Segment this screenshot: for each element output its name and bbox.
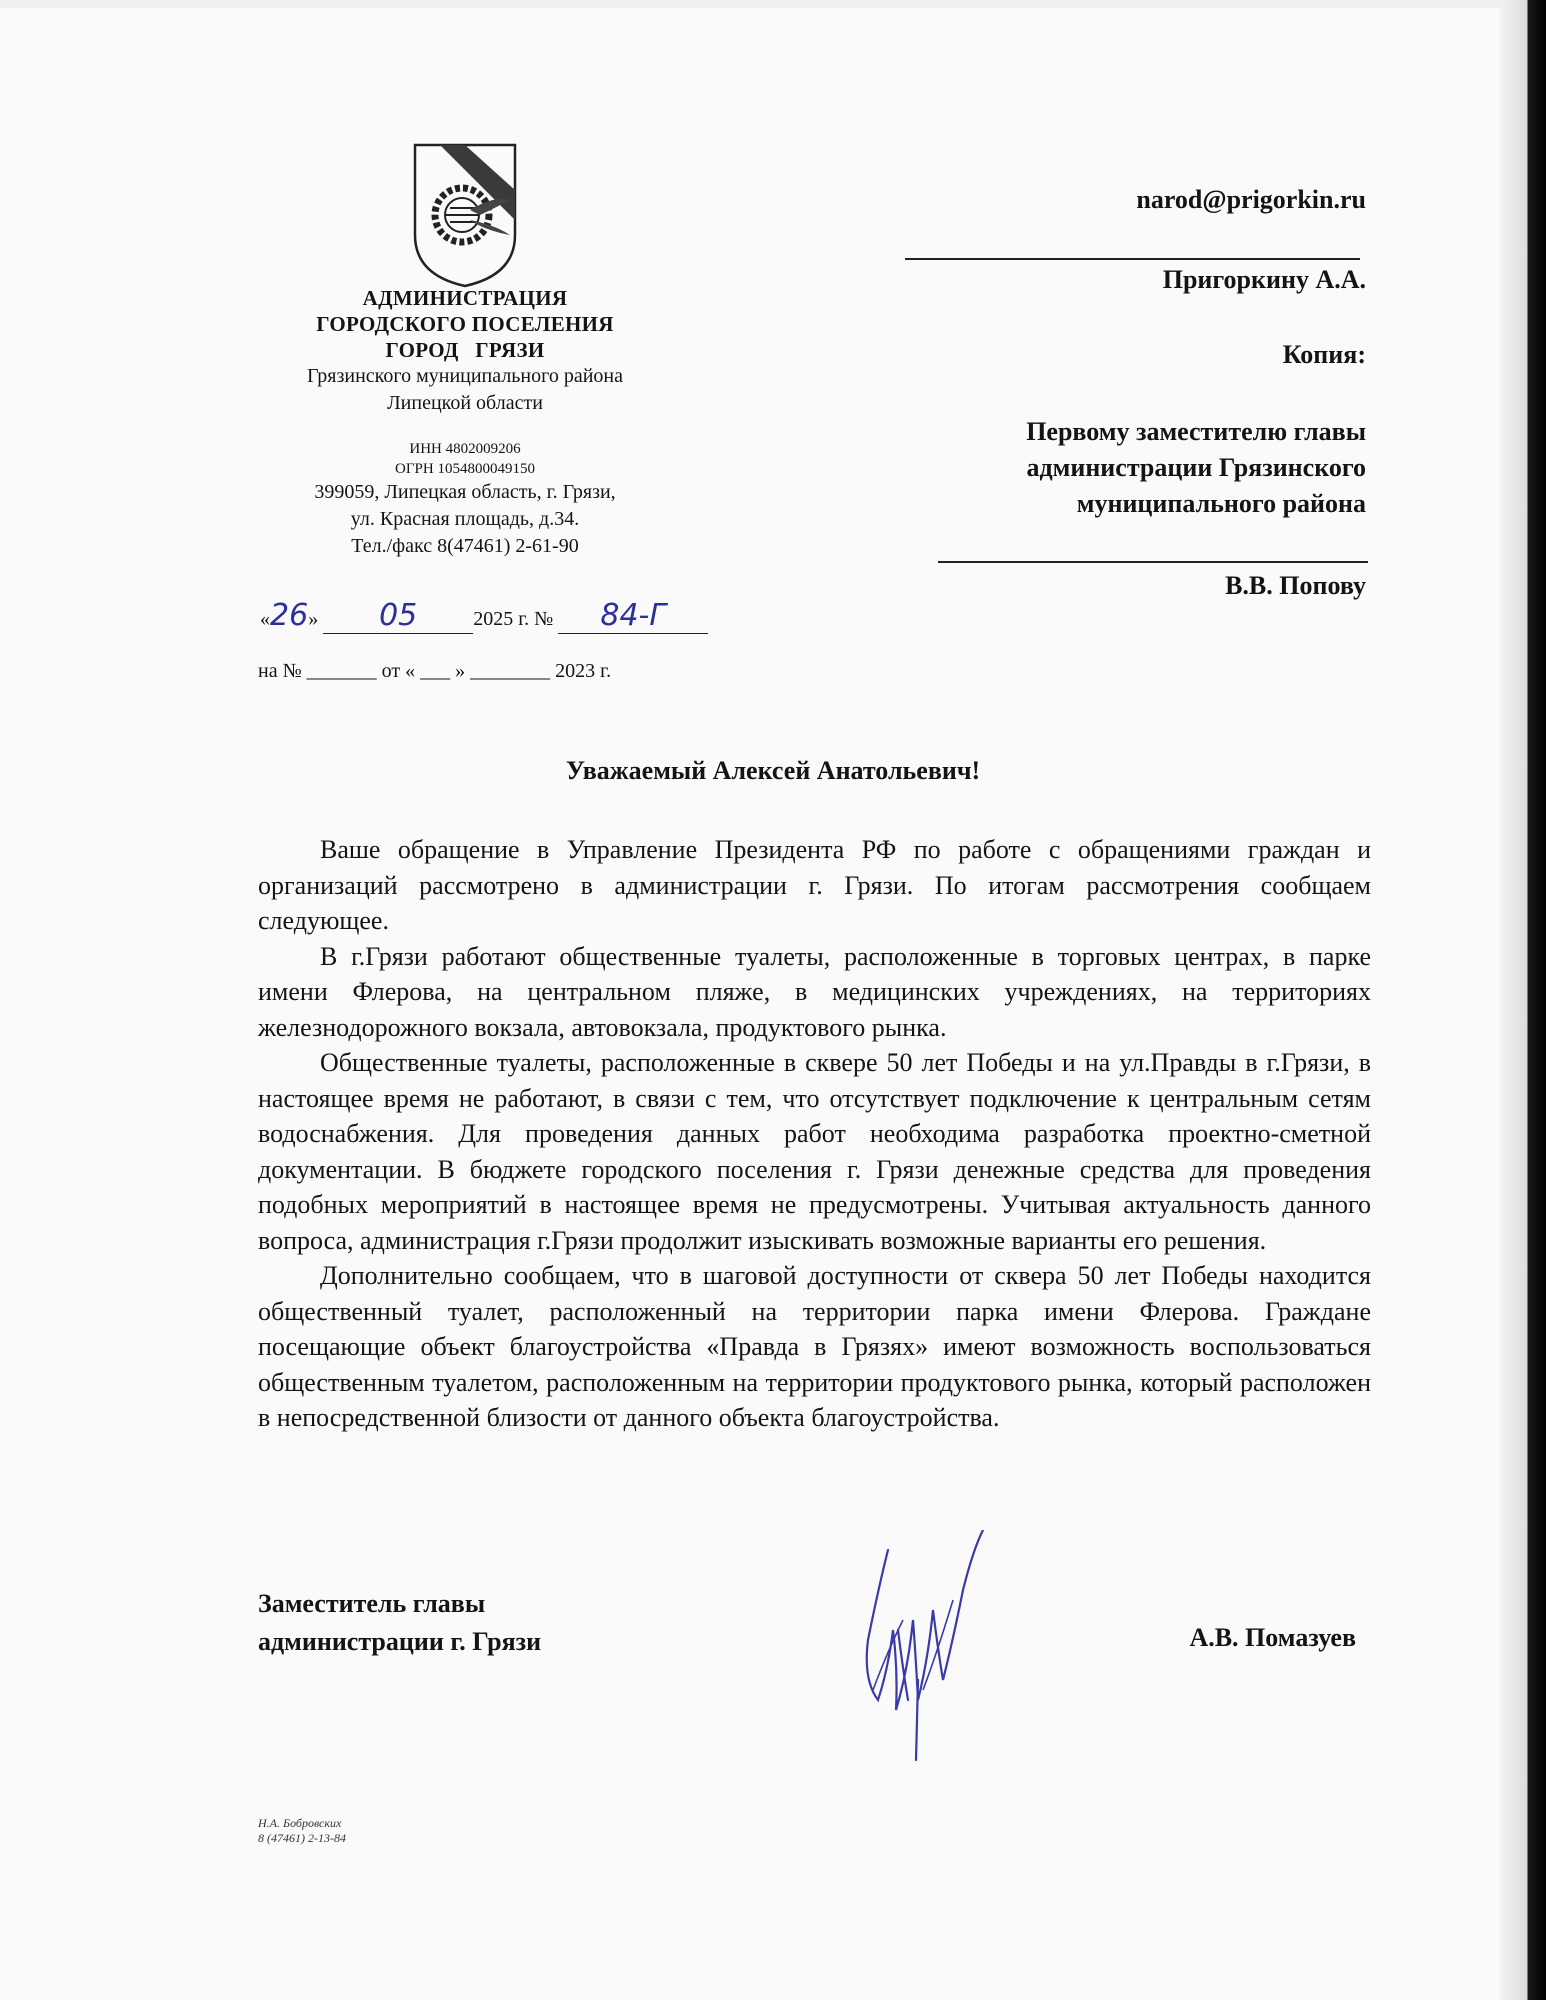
signer-name: А.В. Помазуев bbox=[1189, 1623, 1356, 1652]
signature-icon bbox=[858, 1530, 998, 1770]
addressee-recipient: Пригоркину А.А. bbox=[1162, 265, 1366, 294]
copy-divider bbox=[938, 561, 1368, 563]
copy-lines bbox=[1026, 414, 1366, 522]
letter-body bbox=[258, 832, 1371, 1436]
executor-phone: 8 (47461) 2-13-84 bbox=[258, 1831, 346, 1845]
coat-of-arms-icon bbox=[410, 140, 520, 290]
reg-year-suffix: г. bbox=[518, 608, 530, 630]
copy-name: В.В. Попову bbox=[1225, 571, 1366, 600]
org-address-line-1: 399059, Липецкая область, г. Грязи, bbox=[314, 481, 616, 503]
salutation: Уважаемый Алексей Анатольевич! bbox=[565, 756, 981, 785]
org-district: Грязинского муниципального района bbox=[307, 365, 623, 387]
copy-label: Копия: bbox=[1282, 340, 1366, 369]
signer-title-line-1: Заместитель главы bbox=[258, 1589, 486, 1618]
scan-top-edge bbox=[0, 0, 1500, 8]
reg-quote-close: » bbox=[308, 608, 319, 630]
org-address-line-2: ул. Красная площадь, д.34. bbox=[350, 508, 580, 530]
copy-line-1: Первому заместителю главы bbox=[1026, 417, 1366, 446]
addressee-email: narod@prigorkin.ru bbox=[1136, 185, 1366, 214]
executor-block bbox=[258, 1816, 346, 1846]
org-name-line-3: ГОРОД ГРЯЗИ bbox=[385, 338, 545, 362]
reference-line: на № _______ от « ___ » ________ 2023 г. bbox=[258, 660, 612, 682]
org-inn: ИНН 4802009206 bbox=[409, 441, 521, 457]
org-region: Липецкой области bbox=[387, 392, 543, 414]
executor-name: Н.А. Бобровских bbox=[258, 1816, 342, 1830]
paragraph: Дополнительно сообщаем, что в шаговой доступности от сквера 50 лет Победы находится общественный туалет, расположенный на территории парка имени Флерова. Граждане посещающие объект благоустройства «Правда в Грязях» имеют возможность воспользоваться общественным туалетом, расположенным на территории продуктового рынка, который расположен в непосредственной близости от данного объекта благоустройства. bbox=[258, 1261, 1371, 1432]
signer-title bbox=[258, 1585, 541, 1661]
addressee-divider bbox=[905, 258, 1360, 260]
sender-block bbox=[240, 285, 690, 560]
org-name-line-1: АДМИНИСТРАЦИЯ bbox=[362, 286, 568, 310]
signer-title-line-2: администрации г. Грязи bbox=[258, 1627, 542, 1656]
copy-line-3: муниципального района bbox=[1076, 489, 1366, 518]
reg-day: 26 bbox=[270, 598, 309, 633]
org-name-line-2: ГОРОДСКОГО ПОСЕЛЕНИЯ bbox=[316, 312, 614, 336]
copy-line-2: администрации Грязинского bbox=[1026, 453, 1366, 482]
paragraph: Общественные туалеты, расположенные в сквере 50 лет Победы и на ул.Правды в г.Грязи, в настоящее время не работают, в связи с тем, что отсутствует подключение к центральным сетям водоснабжения. Для проведения данных работ необходима разработка проектно-сметной документации. В бюджете городского поселения г. Грязи денежные средства для проведения подобных мероприятий в настоящее время не предусмотрены. Учитывая актуальность данного вопроса, администрация г.Грязи продолжит изыскивать возможные варианты его решения. bbox=[258, 1048, 1371, 1255]
reg-month: 05 bbox=[379, 598, 418, 633]
org-phone: Тел./факс 8(47461) 2-61-90 bbox=[351, 535, 579, 557]
reg-number: 84-Г bbox=[600, 598, 667, 633]
org-ogrn: ОГРН 1054800049150 bbox=[395, 461, 535, 477]
reg-quote-open: « bbox=[260, 608, 270, 630]
registration-line bbox=[260, 598, 708, 634]
paragraph: В г.Грязи работают общественные туалеты, расположенные в торговых центрах, в парке имени Флерова, на центральном пляже, в медицинских учреждениях, на территориях железнодорожного вокзала, автовокзала, продуктового рынка. bbox=[258, 941, 1371, 1042]
reg-number-label: № bbox=[534, 608, 554, 630]
paragraph: Ваше обращение в Управление Президента РФ по работе с обращениями граждан и организаций рассмотрено в администрации г. Грязи. По итогам рассмотрения сообщаем следующее. bbox=[258, 835, 1371, 935]
scan-right-edge bbox=[1500, 0, 1546, 2000]
reg-year: 2025 bbox=[473, 608, 514, 630]
